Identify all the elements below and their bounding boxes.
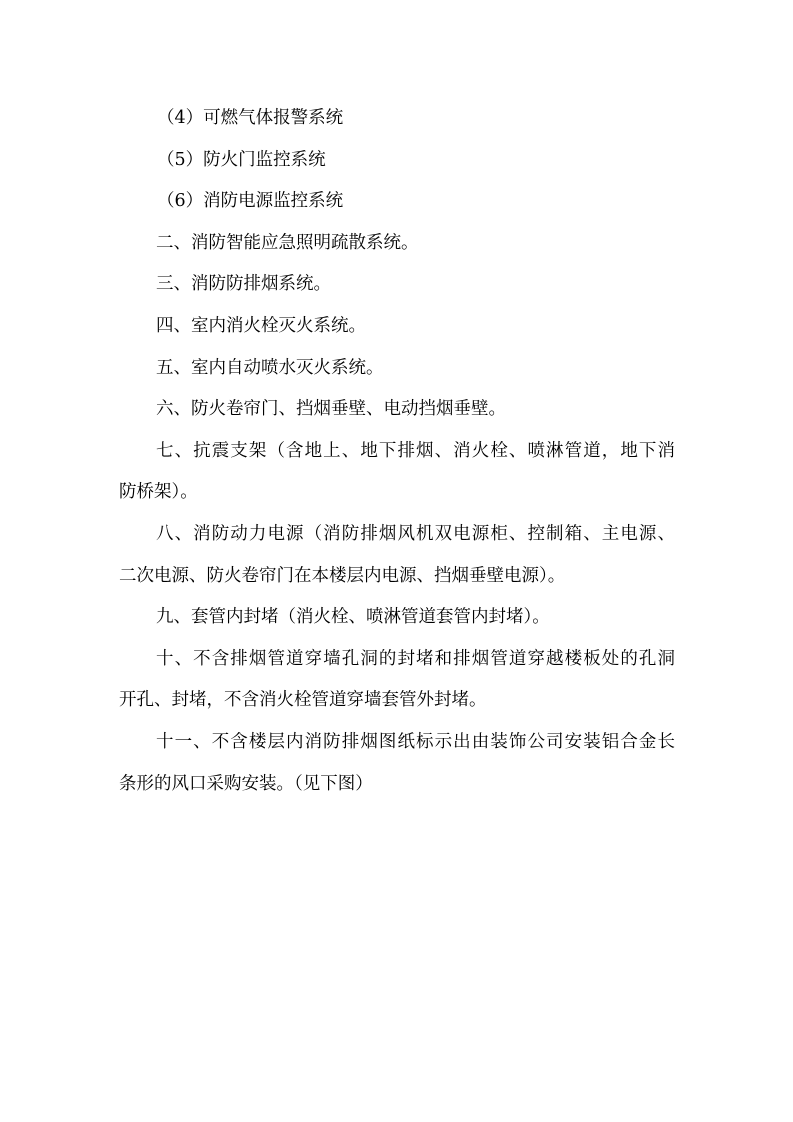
list-item-7-line-1: 七、抗震支架（含地上、地下排烟、消火栓、喷淋管道，地下消: [156, 440, 675, 461]
list-item-9: 九、套管内封堵（消火栓、喷淋管道套管内封堵）。: [156, 607, 550, 628]
list-item-3: 三、消防防排烟系统。: [156, 274, 331, 295]
document-body: [119, 98, 675, 805]
list-item-7: [119, 431, 675, 514]
list-item-11-line-1: 十一、不含楼层内消防排烟图纸标示出由装饰公司安装铝合金长: [156, 731, 675, 752]
list-item-6: 六、防火卷帘门、挡烟垂壁、电动挡烟垂壁。: [156, 399, 506, 420]
list-item-8: [119, 514, 675, 597]
list-item-5: 五、室内自动喷水灭火系统。: [156, 357, 384, 378]
list-item-8-line-2: 二次电源、防火卷帘门在本楼层内电源、挡烟垂壁电源）。: [119, 565, 566, 586]
list-item-11: [119, 722, 675, 805]
list-item-4: 四、室内消火栓灭火系统。: [156, 315, 366, 336]
list-item-10: [119, 639, 675, 722]
list-item-10-line-2: 开孔、封堵，不含消火栓管道穿墙套管外封堵。: [119, 690, 487, 711]
list-item-2: 二、消防智能应急照明疏散系统。: [156, 232, 419, 253]
list-item-7-line-2: 防桥架）。: [119, 482, 198, 503]
list-item-sub-4: （4）可燃气体报警系统: [157, 108, 344, 128]
list-item-sub-5: （5）防火门监控系统: [157, 149, 326, 170]
list-item-8-line-1: 八、消防动力电源（消防排烟风机双电源柜、控制箱、主电源、: [156, 523, 675, 544]
list-item-11-line-2: 条形的风口采购安装。（见下图）: [119, 773, 373, 794]
list-item-sub-6: （6）消防电源监控系统: [157, 191, 344, 212]
list-item-10-line-1: 十、不含排烟管道穿墙孔洞的封堵和排烟管道穿越楼板处的孔洞: [156, 648, 675, 669]
